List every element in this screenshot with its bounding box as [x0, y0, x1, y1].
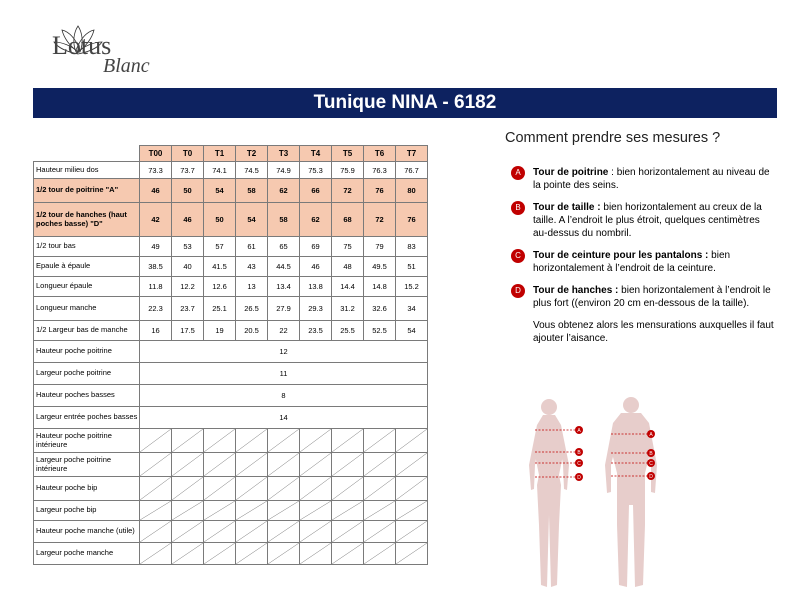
row-label: Largeur poche bip: [34, 501, 140, 521]
table-row: [34, 543, 428, 565]
guide-item: [505, 166, 775, 192]
table-row: [34, 321, 428, 341]
table-cell: 73.7: [172, 162, 204, 179]
guide-text: : bien horizontalement au niveau de la pointe des seins.: [533, 167, 770, 191]
table-cell-empty: [332, 543, 364, 565]
size-header-t00: T00: [140, 146, 172, 162]
table-cell: 34: [396, 297, 428, 321]
row-label: Largeur poche manche: [34, 543, 140, 565]
guide-text: bien horizontalement au creux de la taille. A l’endroit le plus étroit, quelques centimètres au-dessus du nombril.: [533, 202, 762, 239]
table-cell-empty: [172, 429, 204, 453]
table-cell: 12.6: [204, 277, 236, 297]
guide-item: [505, 201, 775, 240]
guide-badge: B: [511, 201, 525, 215]
table-cell: 65: [268, 237, 300, 257]
table-row: [34, 453, 428, 477]
size-header-t7: T7: [396, 146, 428, 162]
table-cell-empty: [332, 501, 364, 521]
table-row: [34, 385, 428, 407]
row-label: 1/2 tour bas: [34, 237, 140, 257]
table-cell: 38.5: [140, 257, 172, 277]
table-cell: 20.5: [236, 321, 268, 341]
table-cell: 76.7: [396, 162, 428, 179]
header-corner: [34, 146, 140, 162]
table-row: [34, 477, 428, 501]
table-cell-empty: [140, 521, 172, 543]
table-cell-empty: [204, 501, 236, 521]
logo-wordmark-top: Lotus: [52, 31, 112, 60]
table-cell-empty: [172, 521, 204, 543]
table-header-row: [34, 146, 428, 162]
table-cell: 31.2: [332, 297, 364, 321]
table-cell: 74.5: [236, 162, 268, 179]
table-cell-empty: [140, 477, 172, 501]
table-cell-empty: [332, 521, 364, 543]
table-cell: 12.2: [172, 277, 204, 297]
table-cell: 83: [396, 237, 428, 257]
table-cell-empty: [332, 453, 364, 477]
table-cell-empty: [236, 521, 268, 543]
figure-label-c-2: C: [649, 461, 653, 467]
row-label: Epaule à épaule: [34, 257, 140, 277]
table-cell-empty: [236, 429, 268, 453]
table-cell-empty: [204, 453, 236, 477]
table-cell: 52.5: [364, 321, 396, 341]
table-cell: 49.5: [364, 257, 396, 277]
table-cell: 22: [268, 321, 300, 341]
table-cell-empty: [396, 477, 428, 501]
table-cell-empty: [300, 477, 332, 501]
table-cell-empty: [268, 453, 300, 477]
brand-logo: [48, 14, 178, 76]
table-cell-empty: [396, 501, 428, 521]
figure-label-a-2: A: [649, 432, 653, 438]
table-cell: 48: [332, 257, 364, 277]
table-cell: 75.3: [300, 162, 332, 179]
row-label: Hauteur poche poitrine intérieure: [34, 429, 140, 453]
table-cell: 58: [236, 179, 268, 203]
table-cell-empty: [364, 429, 396, 453]
table-cell-empty: [332, 429, 364, 453]
title-banner: [33, 88, 777, 118]
guide-heading: Comment prendre ses mesures ?: [505, 130, 721, 146]
table-cell: 58: [268, 203, 300, 237]
table-cell: 26.5: [236, 297, 268, 321]
table-cell: 72: [332, 179, 364, 203]
table-cell: 62: [300, 203, 332, 237]
table-cell: 50: [204, 203, 236, 237]
table-cell-all-sizes: 14: [140, 407, 428, 429]
guide-text: bien horizontalement à l’endroit de la ceinture.: [533, 250, 731, 274]
table-cell-empty: [364, 477, 396, 501]
table-cell: 42: [140, 203, 172, 237]
guide-note: Vous obtenez alors les mensurations auxquelles il faut ajouter l’aisance.: [533, 320, 774, 344]
figure-label-a: A: [577, 428, 581, 434]
size-header-t0: T0: [172, 146, 204, 162]
table-cell: 46: [140, 179, 172, 203]
table-cell: 53: [172, 237, 204, 257]
guide-term: Tour de taille :: [533, 202, 601, 213]
table-cell-empty: [300, 521, 332, 543]
guide-badge: C: [511, 249, 525, 263]
table-cell: 69: [300, 237, 332, 257]
row-label: Largeur poche poitrine: [34, 363, 140, 385]
size-header-t2: T2: [236, 146, 268, 162]
guide-term: Tour de hanches :: [533, 285, 619, 296]
row-label: Hauteur poche bip: [34, 477, 140, 501]
guide-badge: D: [511, 284, 525, 298]
guide-item: [505, 249, 775, 275]
table-cell-empty: [236, 477, 268, 501]
size-header-t6: T6: [364, 146, 396, 162]
table-cell-empty: [396, 521, 428, 543]
table-cell: 13.4: [268, 277, 300, 297]
table-row: [34, 429, 428, 453]
table-cell-all-sizes: 12: [140, 341, 428, 363]
table-row: [34, 521, 428, 543]
table-cell-empty: [396, 453, 428, 477]
table-cell-empty: [140, 453, 172, 477]
page-title: Tunique NINA - 6182: [313, 92, 497, 113]
size-header-t4: T4: [300, 146, 332, 162]
table-cell-empty: [140, 429, 172, 453]
table-cell: 74.9: [268, 162, 300, 179]
table-row: [34, 297, 428, 321]
logo-wordmark-bottom: Blanc: [103, 55, 150, 76]
table-cell: 80: [396, 179, 428, 203]
figure-label-b: B: [577, 450, 581, 456]
size-chart-table: [33, 145, 428, 565]
table-cell: 76.3: [364, 162, 396, 179]
size-header-t1: T1: [204, 146, 236, 162]
table-cell-empty: [364, 501, 396, 521]
table-cell: 17.5: [172, 321, 204, 341]
table-cell: 32.6: [364, 297, 396, 321]
table-row: [34, 179, 428, 203]
table-row: [34, 363, 428, 385]
table-cell: 13: [236, 277, 268, 297]
table-cell: 61: [236, 237, 268, 257]
table-cell-empty: [268, 429, 300, 453]
table-cell-empty: [236, 453, 268, 477]
table-cell: 66: [300, 179, 332, 203]
table-cell: 27.9: [268, 297, 300, 321]
size-header-t3: T3: [268, 146, 300, 162]
table-cell: 49: [140, 237, 172, 257]
table-cell-empty: [204, 521, 236, 543]
table-cell: 68: [332, 203, 364, 237]
row-label: Largeur entrée poches basses: [34, 407, 140, 429]
table-cell-empty: [172, 543, 204, 565]
table-cell-empty: [204, 477, 236, 501]
row-label: Hauteur poche poitrine: [34, 341, 140, 363]
row-label: Longueur épaule: [34, 277, 140, 297]
table-cell-empty: [236, 543, 268, 565]
table-cell: 46: [300, 257, 332, 277]
table-cell-empty: [172, 453, 204, 477]
table-cell-empty: [172, 501, 204, 521]
table-cell: 43: [236, 257, 268, 277]
table-row: [34, 257, 428, 277]
table-cell-empty: [204, 543, 236, 565]
measurement-guide: [505, 130, 775, 345]
table-cell-all-sizes: 11: [140, 363, 428, 385]
table-cell-empty: [300, 453, 332, 477]
table-row: [34, 203, 428, 237]
table-cell: 79: [364, 237, 396, 257]
table-cell: 40: [172, 257, 204, 277]
guide-badge: A: [511, 166, 525, 180]
table-cell: 41.5: [204, 257, 236, 277]
table-cell: 72: [364, 203, 396, 237]
row-label: Hauteur poche manche (utile): [34, 521, 140, 543]
table-cell: 76: [396, 203, 428, 237]
table-cell-empty: [300, 501, 332, 521]
table-cell: 14.8: [364, 277, 396, 297]
table-cell-empty: [300, 429, 332, 453]
table-cell: 16: [140, 321, 172, 341]
table-cell-empty: [332, 477, 364, 501]
table-cell: 44.5: [268, 257, 300, 277]
row-label: Hauteur poches basses: [34, 385, 140, 407]
table-cell: 76: [364, 179, 396, 203]
table-cell-empty: [364, 543, 396, 565]
table-cell: 13.8: [300, 277, 332, 297]
figure-label-c: C: [577, 461, 581, 467]
guide-term: Tour de ceinture pour les pantalons :: [533, 250, 709, 261]
table-cell: 62: [268, 179, 300, 203]
table-cell: 11.8: [140, 277, 172, 297]
row-label: 1/2 tour de hanches (haut poches basse) "D": [34, 203, 140, 237]
table-cell: 54: [396, 321, 428, 341]
table-cell: 74.1: [204, 162, 236, 179]
row-label: Hauteur milieu dos: [34, 162, 140, 179]
row-label: Largeur poche poitrine intérieure: [34, 453, 140, 477]
table-row: [34, 341, 428, 363]
table-cell-empty: [140, 543, 172, 565]
table-row: [34, 237, 428, 257]
table-cell: 19: [204, 321, 236, 341]
figure-label-b-2: B: [649, 451, 653, 457]
table-cell: 14.4: [332, 277, 364, 297]
guide-term: Tour de poitrine: [533, 167, 609, 178]
table-cell: 15.2: [396, 277, 428, 297]
table-cell: 73.3: [140, 162, 172, 179]
table-cell-empty: [268, 477, 300, 501]
table-cell-empty: [140, 501, 172, 521]
table-cell: 75.9: [332, 162, 364, 179]
table-cell-empty: [364, 521, 396, 543]
guide-item: [505, 284, 775, 310]
guide-text: bien horizontalement à l’endroit le plus fort ((environ 20 cm en-dessous de la taille).: [533, 285, 771, 309]
table-cell: 23.5: [300, 321, 332, 341]
table-cell: 25.5: [332, 321, 364, 341]
table-cell-empty: [268, 501, 300, 521]
table-row: [34, 407, 428, 429]
table-cell: 54: [236, 203, 268, 237]
table-cell-empty: [396, 429, 428, 453]
table-row: [34, 162, 428, 179]
table-cell-empty: [236, 501, 268, 521]
table-cell-empty: [268, 521, 300, 543]
table-cell: 51: [396, 257, 428, 277]
table-cell-empty: [364, 453, 396, 477]
table-cell: 50: [172, 179, 204, 203]
table-cell-empty: [204, 429, 236, 453]
table-cell-empty: [268, 543, 300, 565]
size-header-t5: T5: [332, 146, 364, 162]
table-row: [34, 277, 428, 297]
table-row: [34, 501, 428, 521]
table-cell: 29.3: [300, 297, 332, 321]
table-cell: 23.7: [172, 297, 204, 321]
table-cell: 75: [332, 237, 364, 257]
row-label: 1/2 Largeur bas de manche: [34, 321, 140, 341]
table-cell: 54: [204, 179, 236, 203]
table-cell-empty: [172, 477, 204, 501]
row-label: Longueur manche: [34, 297, 140, 321]
table-cell: 25.1: [204, 297, 236, 321]
row-label: 1/2 tour de poitrine "A": [34, 179, 140, 203]
table-cell: 46: [172, 203, 204, 237]
figure-label-d: D: [577, 475, 581, 481]
body-figures-illustration: [525, 395, 695, 595]
figure-label-d-2: D: [649, 474, 653, 480]
table-cell: 22.3: [140, 297, 172, 321]
table-cell-empty: [300, 543, 332, 565]
table-cell: 57: [204, 237, 236, 257]
table-cell-all-sizes: 8: [140, 385, 428, 407]
table-cell-empty: [396, 543, 428, 565]
